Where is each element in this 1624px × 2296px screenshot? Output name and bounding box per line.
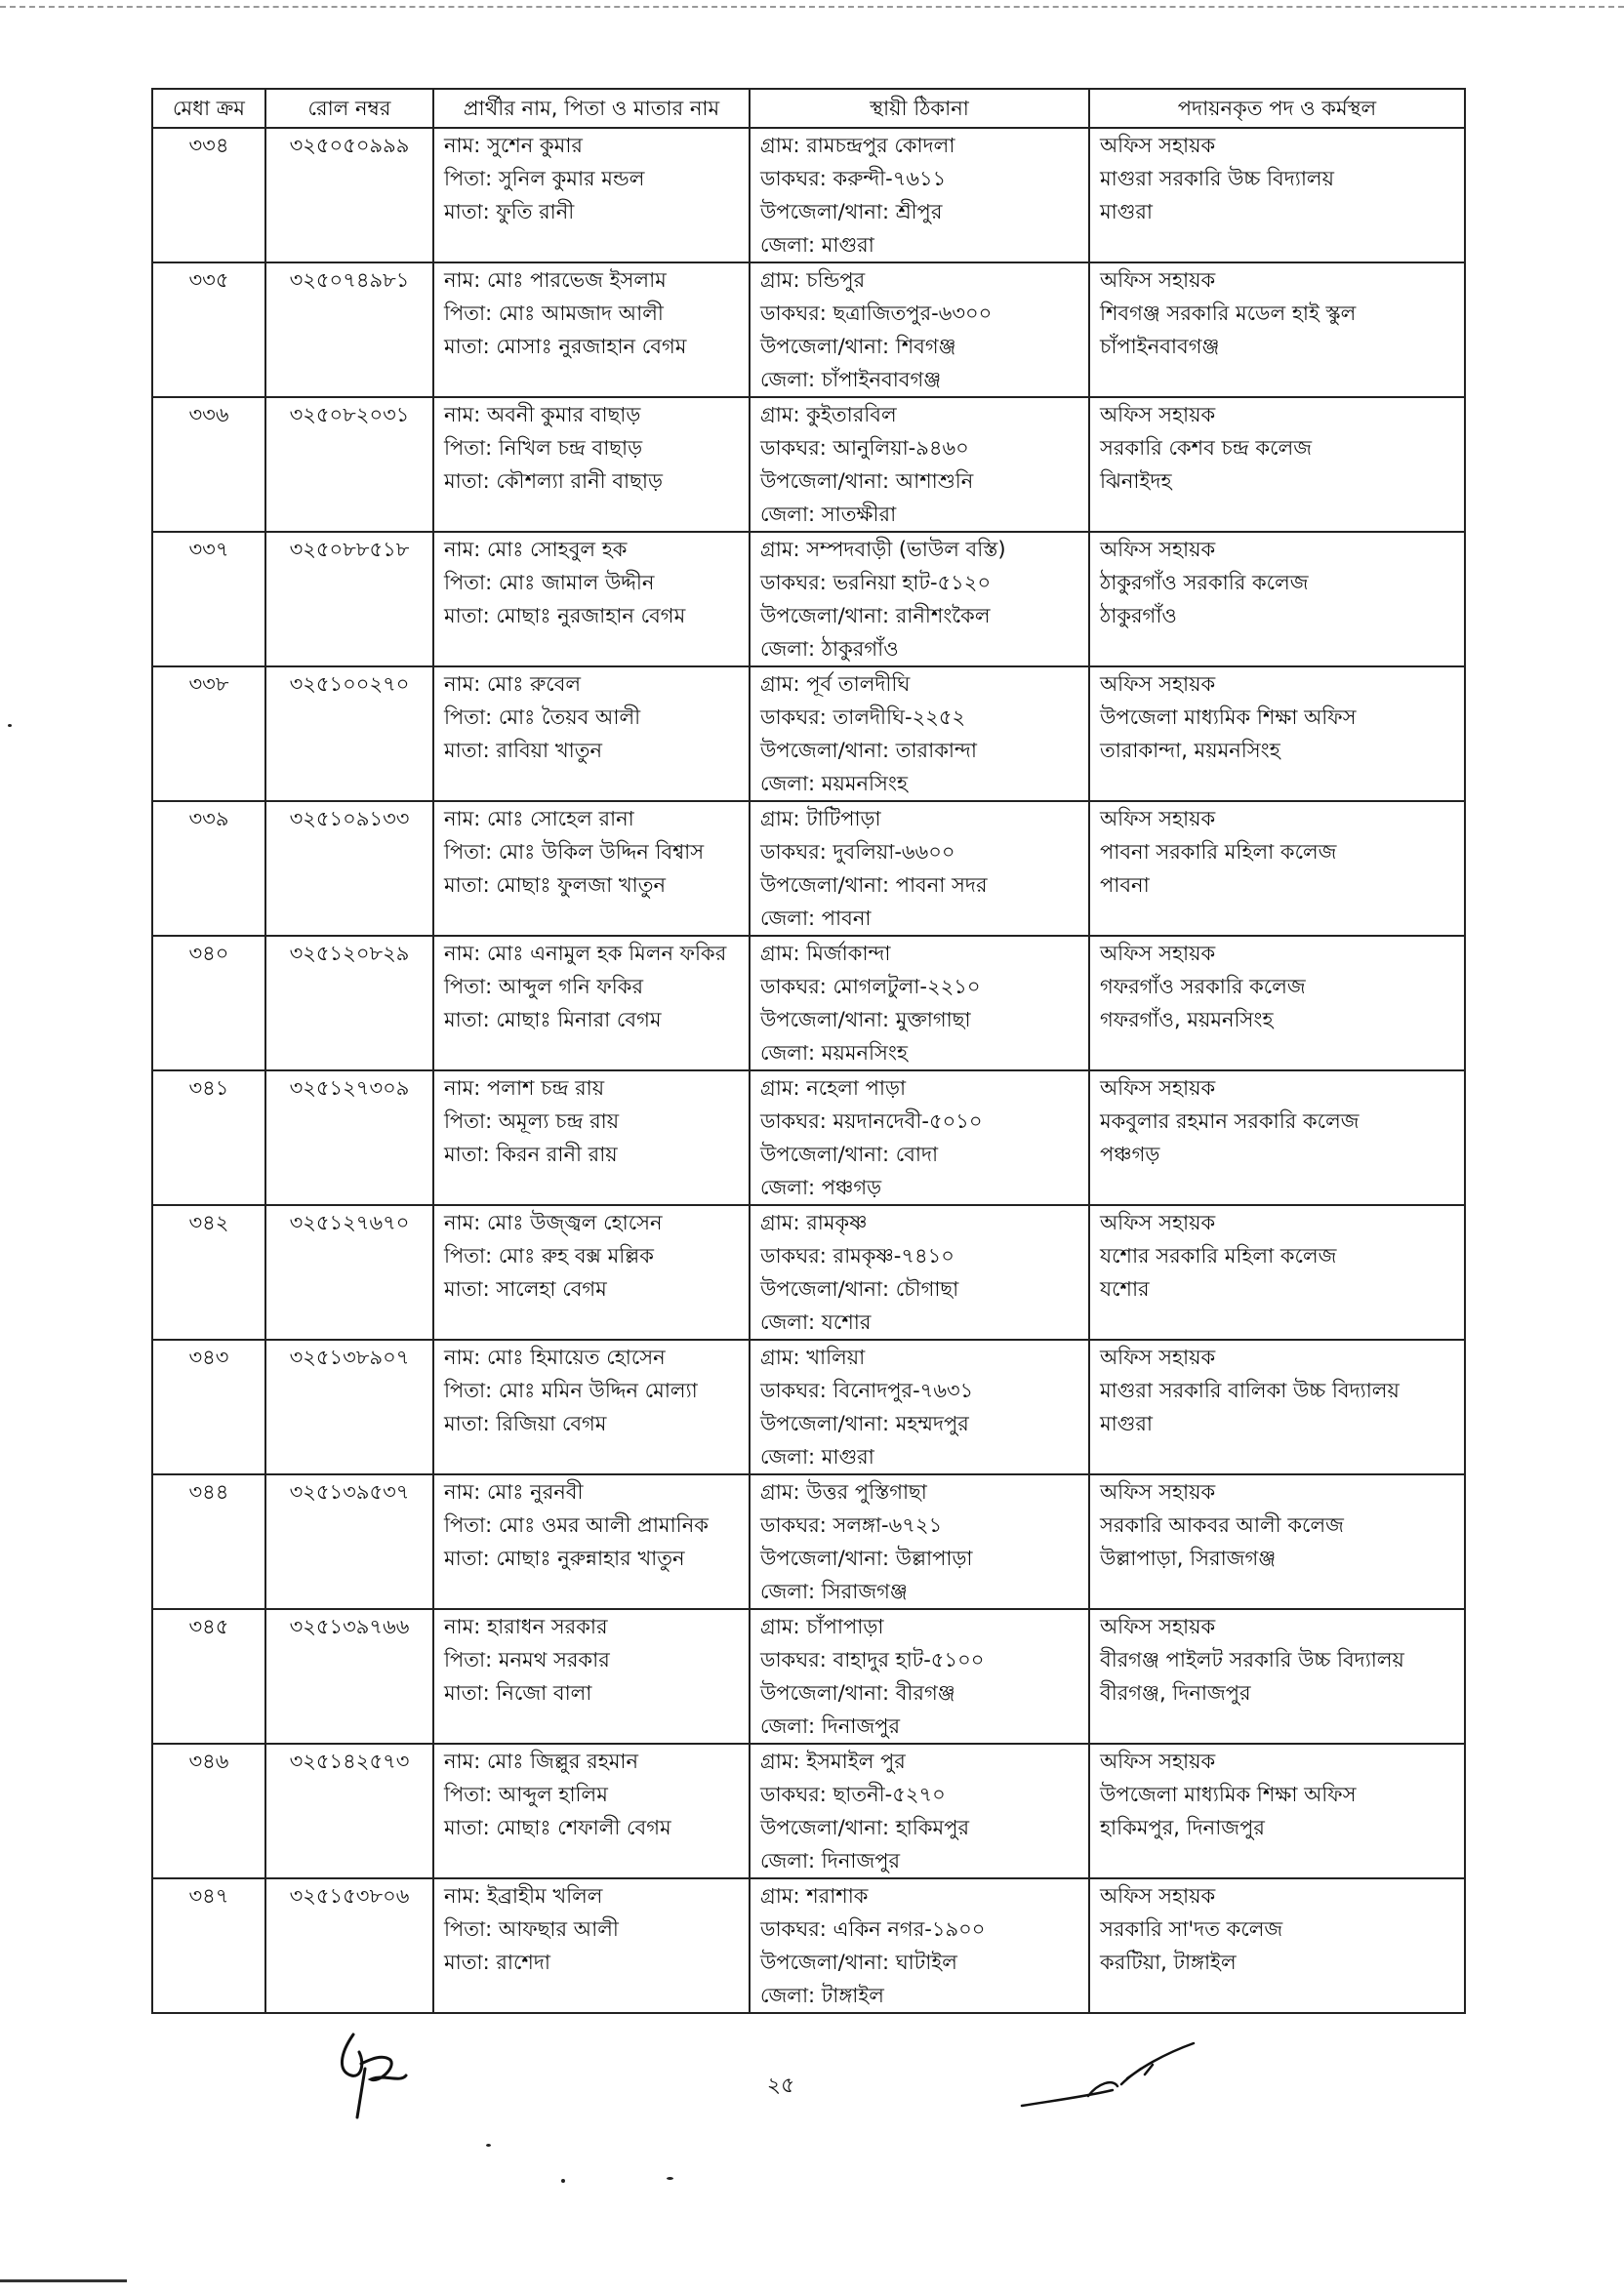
address-post-office: ডাকঘর: সলঙ্গা-৬৭২১ <box>760 1513 943 1537</box>
table-row <box>152 1205 1465 1340</box>
workplace-name: ঠাকুরগাঁও সরকারি কলেজ <box>1100 571 1309 594</box>
candidate-name: নাম: সুশেন কুমার <box>444 134 583 157</box>
address-district: জেলা: দিনাজপুর <box>760 1849 901 1873</box>
merit-number: ৩৩৯ <box>188 807 229 830</box>
header-name: প্রার্থীর নাম, পিতা ও মাতার নাম <box>433 89 750 128</box>
address-district: জেলা: সিরাজগঞ্জ <box>760 1580 908 1603</box>
candidate-name: নাম: অবনী কুমার বাছাড় <box>444 403 641 426</box>
table-row <box>152 1340 1465 1474</box>
workplace-location: গফরগাঁও, ময়মনসিংহ <box>1100 1008 1274 1031</box>
address-upazila: উপজেলা/থানা: মুক্তাগাছা <box>760 1008 971 1031</box>
workplace-name: মাগুরা সরকারি উচ্চ বিদ্যালয় <box>1100 167 1334 190</box>
address-village: গ্রাম: চাঁপাপাড়া <box>760 1615 884 1638</box>
mother-name: মাতা: কৌশল্যা রানী বাছাড় <box>444 469 663 493</box>
merit-number: ৩৩৭ <box>188 538 229 561</box>
posting-cell <box>1089 262 1465 397</box>
address-upazila: উপজেলা/থানা: শ্রীপুর <box>760 200 943 223</box>
roll-cell <box>265 1609 433 1744</box>
header-roll: রোল নম্বর <box>265 89 433 128</box>
table-row <box>152 1609 1465 1744</box>
candidate-name: নাম: মোঃ সোহবুল হক <box>444 538 628 561</box>
address-village: গ্রাম: ইসমাইল পুর <box>760 1750 906 1773</box>
workplace-name: বীরগঞ্জ পাইলট সরকারি উচ্চ বিদ্যালয় <box>1100 1648 1404 1672</box>
table-row <box>152 1070 1465 1205</box>
candidate-name: নাম: মোঃ রুবেল <box>444 672 582 696</box>
father-name: পিতা: মোঃ তৈয়ব আলী <box>444 705 641 729</box>
mother-name: মাতা: মোছাঃ নুরজাহান বেগম <box>444 604 686 627</box>
address-district: জেলা: চাঁপাইনবাবগঞ্জ <box>760 368 942 391</box>
father-name: পিতা: মোঃ আমজাদ আলী <box>444 302 664 325</box>
address-village: গ্রাম: চন্ডিপুর <box>760 268 866 292</box>
workplace-name: শিবগঞ্জ সরকারি মডেল হাই স্কুল <box>1100 302 1357 325</box>
mother-name: মাতা: রাবিয়া খাতুন <box>444 739 602 762</box>
father-name: পিতা: মোঃ রুহ বক্স মল্লিক <box>444 1244 654 1268</box>
posting-cell <box>1089 1070 1465 1205</box>
address-district: জেলা: যশোর <box>760 1310 872 1334</box>
workplace-name: পাবনা সরকারি মহিলা কলেজ <box>1100 840 1337 864</box>
posting-cell <box>1089 1609 1465 1744</box>
roll-cell <box>265 936 433 1070</box>
address-cell <box>750 532 1089 666</box>
roll-cell <box>265 1205 433 1340</box>
candidate-name: নাম: মোঃ এনামুল হক মিলন ফকির <box>444 942 727 965</box>
address-cell <box>750 666 1089 801</box>
posting-cell <box>1089 397 1465 532</box>
merit-number: ৩৩৪ <box>188 134 229 157</box>
address-upazila: উপজেলা/থানা: উল্লাপাড়া <box>760 1547 973 1570</box>
posting-cell <box>1089 1878 1465 2013</box>
candidate-cell <box>433 666 750 801</box>
merit-cell <box>152 1609 265 1744</box>
workplace-name: মকবুলার রহমান সরকারি কলেজ <box>1100 1109 1360 1133</box>
roll-number: ৩২৫১০০২৭০ <box>289 672 410 696</box>
address-district: জেলা: সাতক্ষীরা <box>760 503 897 526</box>
candidate-cell <box>433 1340 750 1474</box>
address-post-office: ডাকঘর: ছত্রাজিতপুর-৬৩০০ <box>760 302 993 325</box>
address-upazila: উপজেলা/থানা: রানীশংকৈল <box>760 604 991 627</box>
table-row <box>152 936 1465 1070</box>
workplace-location: মাগুরা <box>1100 1412 1154 1435</box>
address-post-office: ডাকঘর: বিনোদপুর-৭৬৩১ <box>760 1379 974 1402</box>
address-cell <box>750 1205 1089 1340</box>
merit-cell <box>152 936 265 1070</box>
mother-name: মাতা: নিজো বালা <box>444 1681 592 1705</box>
address-post-office: ডাকঘর: ভরনিয়া হাট-৫১২০ <box>760 571 992 594</box>
merit-number: ৩৩৬ <box>188 403 229 426</box>
scan-speck <box>8 724 12 727</box>
address-post-office: ডাকঘর: করুন্দী-৭৬১১ <box>760 167 947 190</box>
address-cell <box>750 801 1089 936</box>
post-title: অফিস সহায়ক <box>1100 1211 1216 1234</box>
post-title: অফিস সহায়ক <box>1100 1750 1216 1773</box>
roll-cell <box>265 801 433 936</box>
posting-cell <box>1089 1340 1465 1474</box>
address-district: জেলা: মাগুরা <box>760 233 874 257</box>
workplace-location: বীরগঞ্জ, দিনাজপুর <box>1100 1681 1251 1705</box>
candidate-name: নাম: মোঃ নুরনবী <box>444 1480 584 1504</box>
post-title: অফিস সহায়ক <box>1100 268 1216 292</box>
workplace-name: সরকারি সা'দত কলেজ <box>1100 1917 1283 1941</box>
workplace-location: ঝিনাইদহ <box>1100 469 1172 493</box>
address-district: জেলা: টাঙ্গাইল <box>760 1984 884 2007</box>
merit-number: ৩৩৮ <box>188 672 229 696</box>
candidate-name: নাম: মোঃ পারভেজ ইসলাম <box>444 268 667 292</box>
roll-number: ৩২৫১২৭৬৭০ <box>289 1211 410 1234</box>
address-post-office: ডাকঘর: বাহাদুর হাট-৫১০০ <box>760 1648 985 1672</box>
address-cell <box>750 1340 1089 1474</box>
post-title: অফিস সহায়ক <box>1100 1346 1216 1369</box>
address-cell <box>750 262 1089 397</box>
merit-number: ৩৪৭ <box>188 1884 229 1908</box>
merit-cell <box>152 1744 265 1878</box>
table-row <box>152 128 1465 262</box>
post-title: অফিস সহায়ক <box>1100 1076 1216 1100</box>
roll-cell <box>265 532 433 666</box>
merit-number: ৩৪৬ <box>188 1750 229 1773</box>
address-upazila: উপজেলা/থানা: তারাকান্দা <box>760 739 977 762</box>
post-title: অফিস সহায়ক <box>1100 1615 1216 1638</box>
address-village: গ্রাম: পূর্ব তালদীঘি <box>760 672 911 696</box>
merit-number: ৩৪২ <box>188 1211 229 1234</box>
merit-cell <box>152 1205 265 1340</box>
address-village: গ্রাম: রামচন্দ্রপুর কোদলা <box>760 134 955 157</box>
address-upazila: উপজেলা/থানা: পাবনা সদর <box>760 873 988 897</box>
father-name: পিতা: আফছার আলী <box>444 1917 619 1941</box>
roll-cell <box>265 1744 433 1878</box>
address-cell <box>750 397 1089 532</box>
merit-number: ৩৪১ <box>188 1076 229 1100</box>
workplace-location: মাগুরা <box>1100 200 1154 223</box>
workplace-location: করটিয়া, টাঙ্গাইল <box>1100 1951 1237 1974</box>
roll-cell <box>265 262 433 397</box>
table-row <box>152 801 1465 936</box>
roll-cell <box>265 128 433 262</box>
merit-cell <box>152 666 265 801</box>
table-row <box>152 532 1465 666</box>
workplace-location: পাবনা <box>1100 873 1150 897</box>
scan-speck <box>486 2144 491 2147</box>
address-upazila: উপজেলা/থানা: বীরগঞ্জ <box>760 1681 955 1705</box>
address-village: গ্রাম: রামকৃষ্ণ <box>760 1211 868 1234</box>
father-name: পিতা: অমূল্য চন্দ্র রায় <box>444 1109 620 1133</box>
address-post-office: ডাকঘর: মোগলটুলা-২২১০ <box>760 975 981 998</box>
roll-number: ৩২৫১৫৩৮০৬ <box>289 1884 410 1908</box>
top-scan-edge <box>0 6 1624 8</box>
workplace-name: সরকারি কেশব চন্দ্র কলেজ <box>1100 436 1313 460</box>
roll-cell <box>265 1878 433 2013</box>
scan-speck <box>561 2179 565 2183</box>
address-village: গ্রাম: খালিয়া <box>760 1346 866 1369</box>
roll-number: ৩২৫১০৯১৩৩ <box>289 807 410 830</box>
signature-left <box>332 2025 420 2122</box>
candidate-name: নাম: মোঃ হিমায়েত হোসেন <box>444 1346 666 1369</box>
address-post-office: ডাকঘর: ময়দানদেবী-৫০১০ <box>760 1109 983 1133</box>
candidate-cell <box>433 1609 750 1744</box>
posting-cell <box>1089 1744 1465 1878</box>
father-name: পিতা: নিখিল চন্দ্র বাছাড় <box>444 436 643 460</box>
post-title: অফিস সহায়ক <box>1100 807 1216 830</box>
candidate-cell <box>433 1474 750 1609</box>
merit-cell <box>152 1474 265 1609</box>
address-post-office: ডাকঘর: ছাতনী-৫২৭০ <box>760 1783 946 1806</box>
workplace-name: মাগুরা সরকারি বালিকা উচ্চ বিদ্যালয় <box>1100 1379 1400 1402</box>
post-title: অফিস সহায়ক <box>1100 942 1216 965</box>
address-district: জেলা: ময়মনসিংহ <box>760 1041 908 1065</box>
mother-name: মাতা: কিরন রানী রায় <box>444 1143 618 1166</box>
workplace-location: ঠাকুরগাঁও <box>1100 604 1177 627</box>
roll-number: ৩২৫১২০৮২৯ <box>289 942 410 965</box>
father-name: পিতা: মনমথ সরকার <box>444 1648 610 1672</box>
page-number: ২৫ <box>766 2074 795 2098</box>
workplace-location: পঞ্চগড় <box>1100 1143 1160 1166</box>
posting-cell <box>1089 128 1465 262</box>
merit-number: ৩৪৫ <box>188 1615 229 1638</box>
mother-name: মাতা: মোসাঃ নুরজাহান বেগম <box>444 335 687 358</box>
candidate-cell <box>433 128 750 262</box>
father-name: পিতা: মোঃ জামাল উদ্দীন <box>444 571 655 594</box>
candidate-cell <box>433 262 750 397</box>
roll-cell <box>265 1070 433 1205</box>
merit-cell <box>152 1070 265 1205</box>
workplace-name: উপজেলা মাধ্যমিক শিক্ষা অফিস <box>1100 1783 1357 1806</box>
father-name: পিতা: মোঃ ওমর আলী প্রামানিক <box>444 1513 709 1537</box>
address-district: জেলা: পঞ্চগড় <box>760 1176 882 1199</box>
address-cell <box>750 128 1089 262</box>
table-row <box>152 1474 1465 1609</box>
address-upazila: উপজেলা/থানা: হাকিমপুর <box>760 1816 970 1839</box>
mother-name: মাতা: মোছাঃ নুরুন্নাহার খাতুন <box>444 1547 685 1570</box>
address-cell <box>750 1070 1089 1205</box>
address-district: জেলা: দিনাজপুর <box>760 1714 901 1738</box>
father-name: পিতা: আব্দুল হালিম <box>444 1783 608 1806</box>
address-upazila: উপজেলা/থানা: শিবগঞ্জ <box>760 335 956 358</box>
workplace-location: হাকিমপুর, দিনাজপুর <box>1100 1816 1265 1839</box>
candidate-name: নাম: হারাধন সরকার <box>444 1615 608 1638</box>
table-row <box>152 1878 1465 2013</box>
address-upazila: উপজেলা/থানা: আশাশুনি <box>760 469 974 493</box>
posting-cell <box>1089 532 1465 666</box>
father-name: পিতা: মোঃ উকিল উদ্দিন বিশ্বাস <box>444 840 705 864</box>
mother-name: মাতা: মোছাঃ শেফালী বেগম <box>444 1816 671 1839</box>
address-post-office: ডাকঘর: একিন নগর-১৯০০ <box>760 1917 986 1941</box>
merit-cell <box>152 1340 265 1474</box>
workplace-location: যশোর <box>1100 1277 1150 1301</box>
header-merit: মেধা ক্রম <box>152 89 265 128</box>
merit-number: ৩৪৪ <box>188 1480 229 1504</box>
address-upazila: উপজেলা/থানা: বোদা <box>760 1143 939 1166</box>
candidate-cell <box>433 1744 750 1878</box>
posting-cell <box>1089 1474 1465 1609</box>
address-cell <box>750 1744 1089 1878</box>
posting-cell <box>1089 666 1465 801</box>
father-name: পিতা: আব্দুল গনি ফকির <box>444 975 644 998</box>
address-village: গ্রাম: উত্তর পুস্তিগাছা <box>760 1480 927 1504</box>
merit-cell <box>152 397 265 532</box>
roll-cell <box>265 397 433 532</box>
address-district: জেলা: ময়মনসিংহ <box>760 772 908 795</box>
roll-cell <box>265 666 433 801</box>
roll-number: ৩২৫১৪২৫৭৩ <box>289 1750 410 1773</box>
candidate-name: নাম: মোঃ সোহেল রানা <box>444 807 634 830</box>
address-post-office: ডাকঘর: দুবলিয়া-৬৬০০ <box>760 840 955 864</box>
mother-name: মাতা: রিজিয়া বেগম <box>444 1412 607 1435</box>
post-title: অফিস সহায়ক <box>1100 1884 1216 1908</box>
workplace-name: গফরগাঁও সরকারি কলেজ <box>1100 975 1306 998</box>
bottom-scan-edge <box>0 2279 127 2282</box>
address-post-office: ডাকঘর: রামকৃষ্ণ-৭৪১০ <box>760 1244 954 1268</box>
table-row <box>152 262 1465 397</box>
roll-number: ৩২৫০৫০৯৯৯ <box>289 134 410 157</box>
header-posting: পদায়নকৃত পদ ও কর্মস্থল <box>1089 89 1465 128</box>
candidate-cell <box>433 1878 750 2013</box>
address-upazila: উপজেলা/থানা: চৌগাছা <box>760 1277 959 1301</box>
merit-cell <box>152 1878 265 2013</box>
signature-right <box>1020 2039 1205 2113</box>
candidate-name: নাম: মোঃ উজ্জ্বল হোসেন <box>444 1211 663 1234</box>
address-upazila: উপজেলা/থানা: ঘাটাইল <box>760 1951 957 1974</box>
workplace-name: যশোর সরকারি মহিলা কলেজ <box>1100 1244 1337 1268</box>
address-village: গ্রাম: মির্জাকান্দা <box>760 942 891 965</box>
post-title: অফিস সহায়ক <box>1100 672 1216 696</box>
roll-number: ৩২৫০৮৮৫১৮ <box>289 538 410 561</box>
workplace-location: উল্লাপাড়া, সিরাজগঞ্জ <box>1100 1547 1277 1570</box>
table-row <box>152 397 1465 532</box>
posting-cell <box>1089 1205 1465 1340</box>
mother-name: মাতা: মোছাঃ ফুলজা খাতুন <box>444 873 667 897</box>
mother-name: মাতা: রাশেদা <box>444 1951 550 1974</box>
table-body <box>152 128 1465 2013</box>
address-village: গ্রাম: সম্পদবাড়ী (ভাউল বস্তি) <box>760 538 1006 561</box>
address-cell <box>750 1474 1089 1609</box>
address-district: জেলা: ঠাকুরগাঁও <box>760 637 899 661</box>
address-district: জেলা: মাগুরা <box>760 1445 874 1469</box>
roll-number: ৩২৫১৩৯৭৬৬ <box>289 1615 410 1638</box>
candidate-cell <box>433 936 750 1070</box>
merit-number: ৩৩৫ <box>188 268 229 292</box>
address-post-office: ডাকঘর: আনুলিয়া-৯৪৬০ <box>760 436 969 460</box>
header-address: স্থায়ী ঠিকানা <box>750 89 1089 128</box>
candidate-cell <box>433 1070 750 1205</box>
merit-number: ৩৪৩ <box>188 1346 229 1369</box>
address-district: জেলা: পাবনা <box>760 906 872 930</box>
table-header-row <box>152 89 1465 128</box>
address-post-office: ডাকঘর: তালদীঘি-২২৫২ <box>760 705 966 729</box>
scan-speck <box>667 2177 673 2180</box>
table-row <box>152 666 1465 801</box>
mother-name: মাতা: সালেহা বেগম <box>444 1277 607 1301</box>
candidate-name: নাম: ইব্রাহীম খলিল <box>444 1884 603 1908</box>
posting-cell <box>1089 801 1465 936</box>
address-cell <box>750 1609 1089 1744</box>
address-village: গ্রাম: কুইতারবিল <box>760 403 897 426</box>
roll-number: ৩২৫০৮২০৩১ <box>289 403 410 426</box>
workplace-name: সরকারি আকবর আলী কলেজ <box>1100 1513 1344 1537</box>
candidate-cell <box>433 801 750 936</box>
candidate-cell <box>433 1205 750 1340</box>
candidate-name: নাম: মোঃ জিল্লুর রহমান <box>444 1750 639 1773</box>
roll-cell <box>265 1340 433 1474</box>
father-name: পিতা: মোঃ মমিন উদ্দিন মোল্যা <box>444 1379 698 1402</box>
merit-cell <box>152 262 265 397</box>
address-village: গ্রাম: টাটিপাড়া <box>760 807 881 830</box>
post-title: অফিস সহায়ক <box>1100 134 1216 157</box>
candidate-cell <box>433 532 750 666</box>
mother-name: মাতা: ফুতি রানী <box>444 200 575 223</box>
address-upazila: উপজেলা/থানা: মহম্মদপুর <box>760 1412 969 1435</box>
roll-number: ৩২৫১২৭৩০৯ <box>289 1076 410 1100</box>
posting-cell <box>1089 936 1465 1070</box>
merit-cell <box>152 532 265 666</box>
merit-cell <box>152 128 265 262</box>
post-title: অফিস সহায়ক <box>1100 403 1216 426</box>
address-cell <box>750 1878 1089 2013</box>
father-name: পিতা: সুনিল কুমার মন্ডল <box>444 167 645 190</box>
table-row <box>152 1744 1465 1878</box>
address-cell <box>750 936 1089 1070</box>
posting-list-table <box>151 88 1466 2014</box>
workplace-name: উপজেলা মাধ্যমিক শিক্ষা অফিস <box>1100 705 1357 729</box>
post-title: অফিস সহায়ক <box>1100 1480 1216 1504</box>
roll-number: ৩২৫১৩৯৫৩৭ <box>289 1480 410 1504</box>
candidate-cell <box>433 397 750 532</box>
merit-cell <box>152 801 265 936</box>
mother-name: মাতা: মোছাঃ মিনারা বেগম <box>444 1008 662 1031</box>
roll-number: ৩২৫১৩৮৯০৭ <box>289 1346 410 1369</box>
merit-number: ৩৪০ <box>188 942 229 965</box>
workplace-location: তারাকান্দা, ময়মনসিংহ <box>1100 739 1280 762</box>
roll-cell <box>265 1474 433 1609</box>
workplace-location: চাঁপাইনবাবগঞ্জ <box>1100 335 1220 358</box>
address-village: গ্রাম: নহেলা পাড়া <box>760 1076 907 1100</box>
roll-number: ৩২৫০৭৪৯৮১ <box>289 268 410 292</box>
address-village: গ্রাম: শরাশাক <box>760 1884 869 1908</box>
post-title: অফিস সহায়ক <box>1100 538 1216 561</box>
candidate-name: নাম: পলাশ চন্দ্র রায় <box>444 1076 605 1100</box>
